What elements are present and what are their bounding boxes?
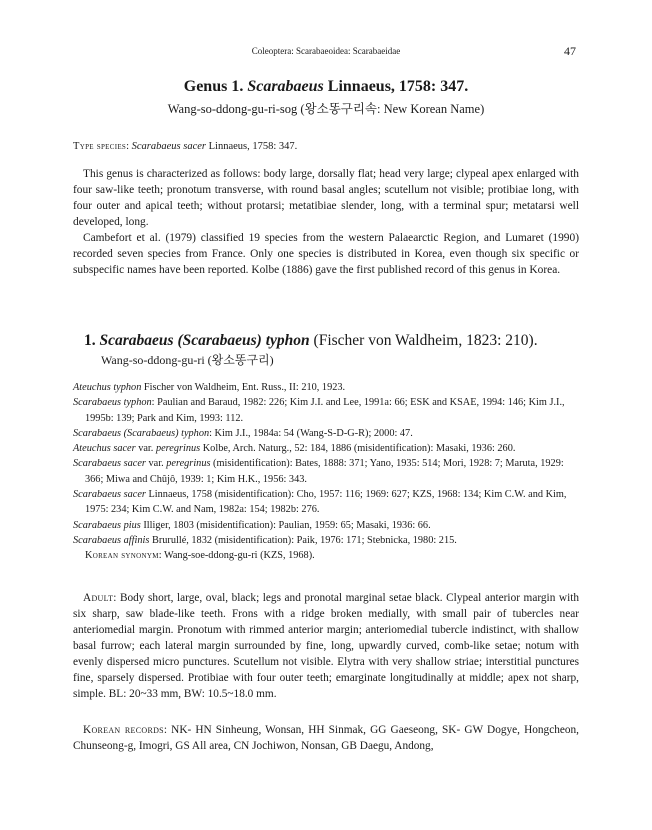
synonym-name: Scarabaeus sacer — [73, 458, 146, 470]
synonym-name: Scarabaeus typhon — [73, 397, 152, 409]
korean-records-text: : NK- HN Sinheung, Wonsan, HH Sinmak, GG Gaeseong, SK- GW Dogye, Hongcheon, Chunseong-g, Imogri, GS All area, CN Jochiwon, Nonsan, GB Daegu, Andong, — [73, 724, 579, 752]
korean-synonym-text: : Wang-soe-ddong-gu-ri (KZS, 1968). — [158, 550, 315, 562]
synonymy-entry — [73, 395, 579, 426]
species-heading — [84, 332, 538, 350]
synonym-citation: Linnaeus, 1758 (misidentification): Cho, 1957: 116; 1969: 627; KZS, 1968: 134; Kim C.W. and Kim, 1975: 234; Kim C.W. and Nam, 1982a: 154; 1982b: 276. — [85, 489, 567, 516]
genus-name: Scarabaeus — [247, 78, 324, 95]
synonymy-entry — [73, 518, 579, 533]
type-species-citation: Linnaeus, 1758: 347. — [206, 141, 298, 152]
synonym-name: Ateuchus sacer — [73, 443, 136, 455]
page-number: 47 — [564, 44, 576, 58]
synonym-name: Scarabaeus pius — [73, 519, 141, 531]
synonym-citation: Kolbe, Arch. Naturg., 52: 184, 1886 (misidentification): Masaki, 1936: 260. — [200, 443, 516, 455]
synonym-rank: var. — [135, 443, 156, 455]
synonym-name: Scarabaeus affinis — [73, 534, 150, 546]
running-head — [0, 44, 652, 58]
synonym-citation: (misidentification): Bates, 1888: 371; Yano, 1935: 514; Mori, 1928: 7; Maruta, 1929: 366; Miwa and Chûjô, 1939: 1; Kim H.K., 1956: 343. — [85, 458, 564, 485]
adult-label: Adult — [83, 592, 114, 604]
genus-paragraph-1: This genus is characterized as follows: body large, dorsally flat; head very large; clypeal apex enlarged with four saw-like teeth; pronotum transverse, with round basal angles; scutellum not visible; protibiae long, with four outer and apical teeth; without protarsi; metatibiae slender, long, with a terminal spur; metatarsi well developed, long. — [73, 168, 579, 228]
korean-records-label: Korean records — [83, 724, 164, 736]
genus-prefix: Genus 1. — [183, 78, 248, 95]
synonym-rank: var. — [145, 458, 167, 470]
synonym-variety: peregrinus — [155, 443, 201, 455]
adult-text: : Body short, large, oval, black; legs and pronotal marginal setae black. Clypeal anterior margin with six sharp, saw blade-like teeth. Frons with a ridge broken medially, with small pair of tubercles near anteriomedial margin. Pronotum with rimmed anterior margin; anteriomedial tubercle indistinct, with shallow basal furrow; each lateral margin surrounded by fine, long, upwardly curved, comb-like setae; notum with evenly dispersed micro punctures. Scutellum not visible. Elytra with very shallow striae; interstitial punctures fine, sparsely dispersed. Protibiae with four outer teeth; emarginate longitudinally at middle; apex not sharp, simple. BL: 20~33 mm, BW: 10.5~18.0 mm. — [73, 592, 579, 700]
korean-synonym-line — [73, 548, 579, 563]
synonym-subgenus: (Scarabaeus) typhon — [121, 427, 210, 439]
running-head-title: Coleoptera: Scarabaeoidea: Scarabaeidae — [251, 46, 401, 56]
synonym-citation: Illiger, 1803 (misidentification): Paulian, 1959: 65; Masaki, 1936: 66. — [140, 519, 431, 531]
type-species-line — [73, 139, 579, 155]
synonymy-entry — [73, 426, 579, 441]
synonymy-entry — [73, 441, 579, 456]
synonym-citation: Fischer von Waldheim, Ent. Russ., II: 210, 1923. — [141, 382, 346, 393]
species-subgenus: (Scarabaeus) — [173, 332, 266, 349]
synonymy-entry — [73, 487, 579, 518]
synonymy-list — [73, 380, 579, 564]
synonym-variety: peregrinus — [166, 458, 211, 470]
species-korean-name: Wang-so-ddong-gu-ri (왕소똥구리) — [101, 353, 274, 367]
korean-synonym-label: Korean synonym — [85, 550, 159, 562]
genus-heading — [0, 78, 652, 96]
adult-paragraph — [73, 590, 579, 702]
synonym-citation: : Paulian and Baraud, 1982: 226; Kim J.I. and Lee, 1991a: 66; ESK and KSAE, 1994: 146; Kim J.I., 1995b: 139; Park and Kim, 1993: 112. — [85, 397, 565, 424]
genus-author: Linnaeus, 1758: 347. — [323, 78, 469, 95]
type-species-label: Type species — [73, 141, 127, 152]
adult-description — [73, 590, 579, 702]
species-genus: Scarabaeus — [99, 332, 174, 349]
synonymy-entry — [73, 380, 579, 395]
synonym-name: Scarabaeus — [73, 427, 122, 439]
synonym-name: Ateuchus typhon — [73, 382, 142, 393]
korean-records — [73, 722, 579, 754]
synonymy-entry — [73, 533, 579, 548]
korean-records-paragraph — [73, 722, 579, 754]
synonym-citation: Brurullé, 1832 (misidentification): Paik, 1976: 171; Stebnicka, 1980: 215. — [149, 534, 457, 546]
type-species-colon: : — [126, 141, 132, 152]
genus-korean-name: Wang-so-ddong-gu-ri-sog (왕소똥구리속: New Korean Name) — [167, 102, 485, 116]
species-epithet: typhon — [265, 332, 310, 349]
species-subgenus-wrap — [174, 332, 266, 349]
type-species-name: Scarabaeus sacer — [131, 141, 207, 152]
synonymy-entry — [73, 456, 579, 487]
species-number: 1. — [84, 332, 100, 349]
genus-paragraph-2: Cambefort et al. (1979) classified 19 species from the western Palaearctic Region, and Lumaret (1990) recorded seven species from France. Only one species is distributed in Korea, even though six specific or subspecific names have been reported. Kolbe (1886) gave the first published record of this genus in Korea. — [73, 232, 579, 276]
genus-description — [73, 166, 579, 278]
synonym-name: Scarabaeus sacer — [73, 489, 146, 501]
synonym-citation: : Kim J.I., 1984a: 54 (Wang-S-D-G-R); 2000: 47. — [209, 427, 413, 439]
species-author: (Fischer von Waldheim, 1823: 210). — [309, 332, 538, 349]
